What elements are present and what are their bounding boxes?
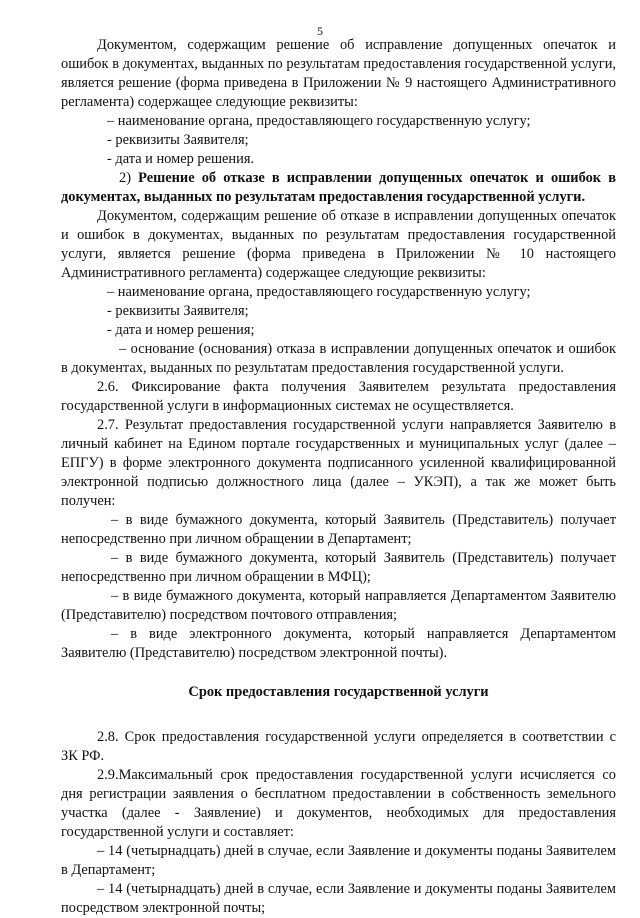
paragraph: Документом, содержащим решение об исправление допущенных опечаток и ошибок в документах, выданных по результатам предоставления государственной услуги, является решение (форма приведена в Приложении № 9 настоящего Административного регламента) содержащее следующие реквизиты: bbox=[61, 37, 616, 110]
list-item: - дата и номер решения. bbox=[107, 151, 255, 167]
list-item: - реквизиты Заявителя; bbox=[107, 303, 249, 319]
list-item: – основание (основания) отказа в исправлении допущенных опечаток и ошибок в документах, выданных по результатам предоставления государственной услуги. bbox=[61, 341, 616, 376]
paragraph: 2.8. Срок предоставления государственной услуги определяется в соответствии с ЗК РФ. bbox=[61, 729, 616, 764]
list-item: – в виде бумажного документа, который Заявитель (Представитель) получает непосредственно при личном обращении в Департамент; bbox=[61, 512, 616, 547]
list-item: – 14 (четырнадцать) дней в случае, если Заявление и документы поданы Заявителем в Департамент; bbox=[61, 843, 616, 878]
paragraph: Документом, содержащим решение об отказе в исправлении допущенных опечаток и ошибок в документах, выданных по результатам предоставления государственной услуги, является решение (форма приведена в Приложении № 10 настоящего Административного регламента) содержащее следующие реквизиты: bbox=[61, 208, 616, 281]
subsection-heading bbox=[61, 169, 616, 207]
subsection-title: Решение об отказе в исправлении допущенных опечаток и ошибок в документах, выданных по результатам предоставления государственной услуги. bbox=[61, 170, 616, 205]
list-item: – 14 (четырнадцать) дней в случае, если Заявление и документы поданы Заявителем посредством электронной почты; bbox=[61, 881, 616, 916]
list-item: - реквизиты Заявителя; bbox=[107, 132, 249, 148]
list-item: – наименование органа, предоставляющего государственную услугу; bbox=[107, 113, 531, 129]
list-item: – в виде бумажного документа, который Заявитель (Представитель) получает непосредственно при личном обращении в МФЦ); bbox=[61, 550, 616, 585]
paragraph: 2.6. Фиксирование факта получения Заявителем результата предоставления государственной услуги в информационных системах не осуществляется. bbox=[61, 379, 616, 414]
section-heading: Срок предоставления государственной услуги bbox=[188, 684, 489, 700]
document-body bbox=[61, 36, 616, 918]
list-item: – в виде бумажного документа, который направляется Департаментом Заявителю (Представителю) посредством почтового отправления; bbox=[61, 588, 616, 623]
list-item: - дата и номер решения; bbox=[107, 322, 255, 338]
paragraph: 2.7. Результат предоставления государственной услуги направляется Заявителю в личный кабинет на Едином портале государственных и муниципальных услуг (далее – ЕПГУ) в форме электронного документа подписанного усиленной квалифицированной электронной подписью должностного лица (далее – УКЭП), а так же может быть получен: bbox=[61, 417, 616, 509]
page-number: 5 bbox=[317, 24, 323, 38]
paragraph: 2.9.Максимальный срок предоставления государственной услуги исчисляется со дня регистрации заявления о бесплатном предоставлении в собственность земельного участка (далее - Заявление) и документов, необходимых для предоставления государственной услуги и составляет: bbox=[61, 767, 616, 840]
list-item: – наименование органа, предоставляющего государственную услугу; bbox=[107, 284, 531, 300]
list-item: – в виде электронного документа, который направляется Департаментом Заявителю (Представителю) посредством электронной почты). bbox=[61, 626, 616, 661]
subsection-number: 2) bbox=[119, 170, 139, 186]
